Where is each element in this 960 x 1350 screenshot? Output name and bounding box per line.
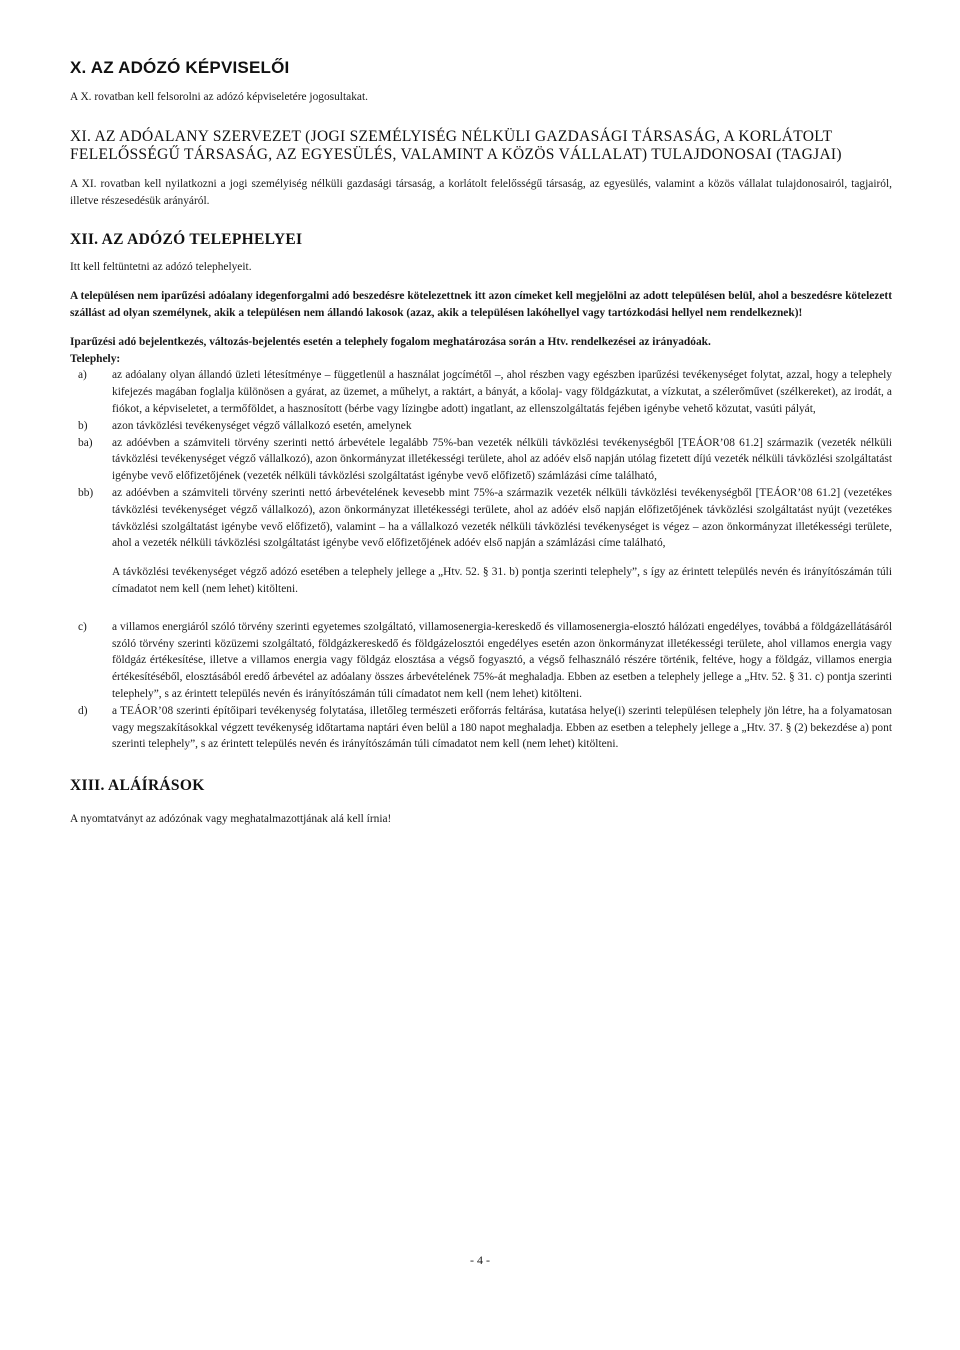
list-item-text: az adóalany olyan állandó üzleti létesítménye – függetlenül a használat jogcímétől –, ahol részben vagy egészben iparűzési tevékenységet folytat, azzal, hogy a telephely kifejezés magában foglalja különösen a gyárat, az üzemet, a műhelyt, a raktárt, a bányát, a kőolaj- vagy földgázkutat, a vízkutat, a szélerőművet (szélkereket), az irodát, a fiókot, a képviseletet, a termőföldet, a hasznosított (bérbe vagy lízingbe adott) ingatlant, az ellenszolgáltatás fejében igénybe vehető közutat, vasúti pályát,	[112, 369, 892, 415]
list-item-label: b)	[78, 419, 88, 432]
list-item	[70, 703, 892, 753]
section-x-text: A X. rovatban kell felsorolni az adózó képviseletére jogosultakat.	[70, 91, 368, 103]
section-xii-iparuzesi: Iparűzési adó bejelentkezés, változás-bejelentés esetén a telephely fogalom meghatározása során a Htv. rendelkezései az irányadóak.	[70, 335, 711, 348]
list-item-label: bb)	[78, 486, 94, 499]
section-x-heading: X. AZ ADÓZÓ KÉPVISELŐI	[70, 58, 290, 77]
section-xiii-heading: XIII. ALÁÍRÁSOK	[70, 777, 205, 795]
section-xi-text: A XI. rovatban kell nyilatkozni a jogi személyiség nélküli gazdasági társaság, a korlátolt felelősségű társaság, az egyesülés, valamint a közös vállalat tulajdonosairól, tagjairól, illetve részesedésük arányáról.	[70, 177, 892, 207]
section-xi-heading: XI. AZ ADÓALANY SZERVEZET (JOGI SZEMÉLYISÉG NÉLKÜLI GAZDASÁGI TÁRSASÁG, A KORLÁTOLT FELELŐSSÉGŰ TÁRSASÁG, AZ EGYESÜLÉS, VALAMINT A KÖZÖS VÁLLALAT) TULAJDONOSAI (TAGJAI)	[70, 127, 842, 163]
telecom-note: A távközlési tevékenységet végző adózó esetében a telephely jellege a „Htv. 52. § 31. b) pontja szerinti telephely”, s így az érintett település nevén és irányítószámán túli címadatot nem kell (nem lehet) kitölteni.	[112, 566, 892, 595]
list-item	[70, 418, 892, 435]
list-item-text: az adóévben a számviteli törvény szerinti nettó árbevétele legalább 75%-ban vezeték nélküli távközlési tevékenységből [TEÁOR’08 61.2] származik (vezeték nélküli távközlési tevékenységet végző vállalkozó), azon önkormányzat illetékességi területe, ahol az adóév első napján utólag fizetett díjú vezeték nélküli távközlési szolgáltatást igénybe vevő előfizetőjének (vezeték nélküli távközlési szolgáltatást igénybe vevő előfizető) számlázási címe található,	[112, 436, 892, 483]
telephely-label: Telephely:	[70, 352, 121, 365]
section-xii-warning: A településen nem iparűzési adóalany idegenforgalmi adó beszedésre kötelezettnek itt azon címeket kell megjelölni az adott településen belül, ahol a beszedésre kötelezett szállást ad olyan személynek, akik a településen nem állandó lakosok (azaz, akik a településen lakóhellyel vagy tartózkodási hellyel nem rendelkeznek)!	[70, 290, 892, 319]
list-item-label: ba)	[78, 436, 93, 449]
telephely-list	[70, 367, 892, 552]
section-xii-text: Itt kell feltüntetni az adózó telephelyeit.	[70, 261, 252, 274]
section-xii-heading: XII. AZ ADÓZÓ TELEPHELYEI	[70, 231, 303, 249]
list-item	[70, 367, 892, 417]
list-item	[70, 485, 892, 552]
list-item-text: azon távközlési tevékenységet végző vállalkozó esetén, amelynek	[112, 419, 412, 432]
page-number: - 4 -	[470, 1253, 490, 1267]
telephely-list-continued	[70, 619, 892, 753]
list-item	[70, 435, 892, 485]
list-item	[70, 619, 892, 703]
list-item-text: az adóévben a számviteli törvény szerinti nettó árbevételének kevesebb mint 75%-a származik vezeték nélküli távközlési tevékenységből [TEÁOR’08 61.2] (vezetékes távközlési tevékenységet végző vállalkozó), azon önkormányzat illetékességi területe, ahol az adóév első napján előfizetőjének távközlési szolgáltatást nyújt (vezetékes távközlési szolgáltatást igénybe vevő előfizető), valamint – ha a vállalkozó vezeték nélküli távközlési tevékenységet is végez – azon önkormányzat illetékességi területe, ahol a vezeték nélküli távközlési szolgáltatást igénybe vevő előfizetőjének adóév első napján a számlázási címe található,	[112, 486, 892, 550]
list-item-text: a TEÁOR’08 szerinti építőipari tevékenység folytatása, illetőleg természeti erőforrás feltárása, kutatása helye(i) szerinti településen telephely jön létre, ha a folyamatosan vagy megszakításokkal végzett tevékenység időtartama naptári éven belül a 180 napot meghaladja. Ebben az esetben a telephely jellege a „Htv. 37. § (2) bekezdése a) pont szerinti telephely”, s az érintett település nevén és irányítószámán túli címadatot nem kell (nem lehet) kitölteni.	[112, 704, 892, 751]
list-item-label: a)	[78, 369, 87, 382]
document-page	[70, 58, 892, 828]
list-item-label: c)	[78, 620, 87, 633]
list-item-text: a villamos energiáról szóló törvény szerinti egyetemes szolgáltató, villamosenergia-kereskedő és villamosenergia-elosztó hálózati engedélyes, továbbá a földgázellátásáról szóló törvény szerinti közüzemi szolgáltató, földgázkereskedő és földgázelosztói engedélyes esetén azon önkormányzat illetékességi területe, ahol villamos energia vagy földgáz értékesítése, illetve a villamos energia vagy földgáz elosztása a végső fogyasztó, a végső felhasználó részére történik, feltéve, hogy a földgáz, villamos energia értékesítéséből, elosztásából eredő árbevétel az adóalany összes árbevételének 75%-át meghaladja. Ebben az esetben a telephely jellege a „Htv. 52. § 31. c) pontja szerinti telephely”, s az érintett település nevén és irányítószámán túli címadatot nem kell (nem lehet) kitölteni.	[112, 620, 892, 700]
list-item-label: d)	[78, 704, 88, 717]
section-xiii-text: A nyomtatványt az adózónak vagy meghatalmazottjának alá kell írnia!	[70, 813, 392, 826]
